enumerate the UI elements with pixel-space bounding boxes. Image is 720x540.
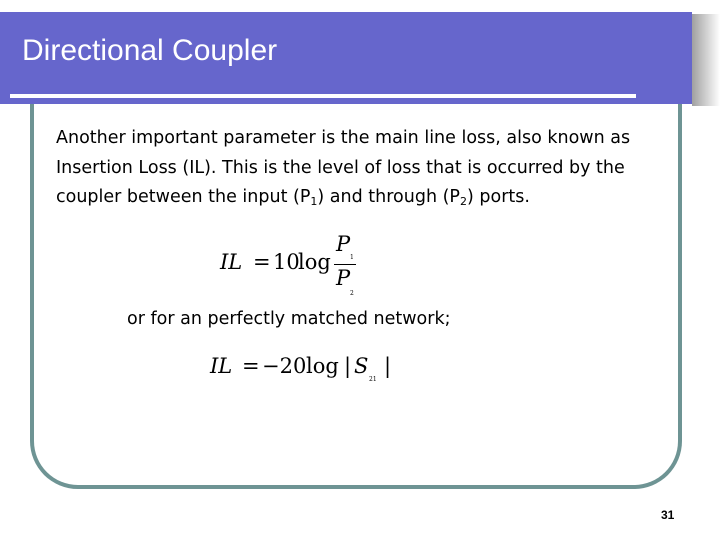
formula1-log: log (298, 250, 331, 274)
page-number: 31 (661, 508, 675, 522)
formula1-denominator: P (336, 266, 351, 290)
formula2-equals: = (242, 354, 260, 378)
formula2-bar-left: | (344, 354, 352, 378)
formula1-denominator-sub: 2 (350, 290, 354, 297)
insertion-loss-formula (220, 232, 360, 298)
body-paragraph (56, 124, 656, 213)
title-banner-shadow (692, 14, 720, 106)
slide-title: Directional Coupler (22, 34, 278, 67)
formula1-numerator-sub: 1 (350, 254, 354, 261)
subscript-p1: 1 (310, 195, 318, 208)
matched-network-text: or for an perfectly matched network; (127, 309, 451, 329)
formula2-variable: S (354, 354, 369, 378)
formula1-coefficient: 10 (273, 250, 300, 274)
paragraph-text-1: Another important parameter is the main line loss, also known as Insertion Loss (IL). This is the level of loss that is occurred by the coupler between the input (P (56, 128, 631, 207)
formula1-lhs: IL (220, 250, 243, 274)
paragraph-text-2: ) and through (P (317, 187, 460, 207)
title-underline (10, 94, 636, 98)
matched-insertion-loss-formula (210, 350, 410, 386)
paragraph-text-3: ) ports. (467, 187, 530, 207)
formula1-equals: = (253, 250, 271, 274)
subscript-p2: 2 (460, 195, 467, 208)
formula2-variable-sub: 21 (369, 376, 377, 383)
formula2-lhs: IL (210, 354, 233, 378)
formula1-numerator: P (336, 232, 351, 256)
formula2-bar-right: | (384, 354, 392, 378)
formula2-coefficient: −20 (262, 354, 307, 378)
formula1-fraction-bar (334, 264, 356, 265)
formula2-log: log (306, 354, 339, 378)
